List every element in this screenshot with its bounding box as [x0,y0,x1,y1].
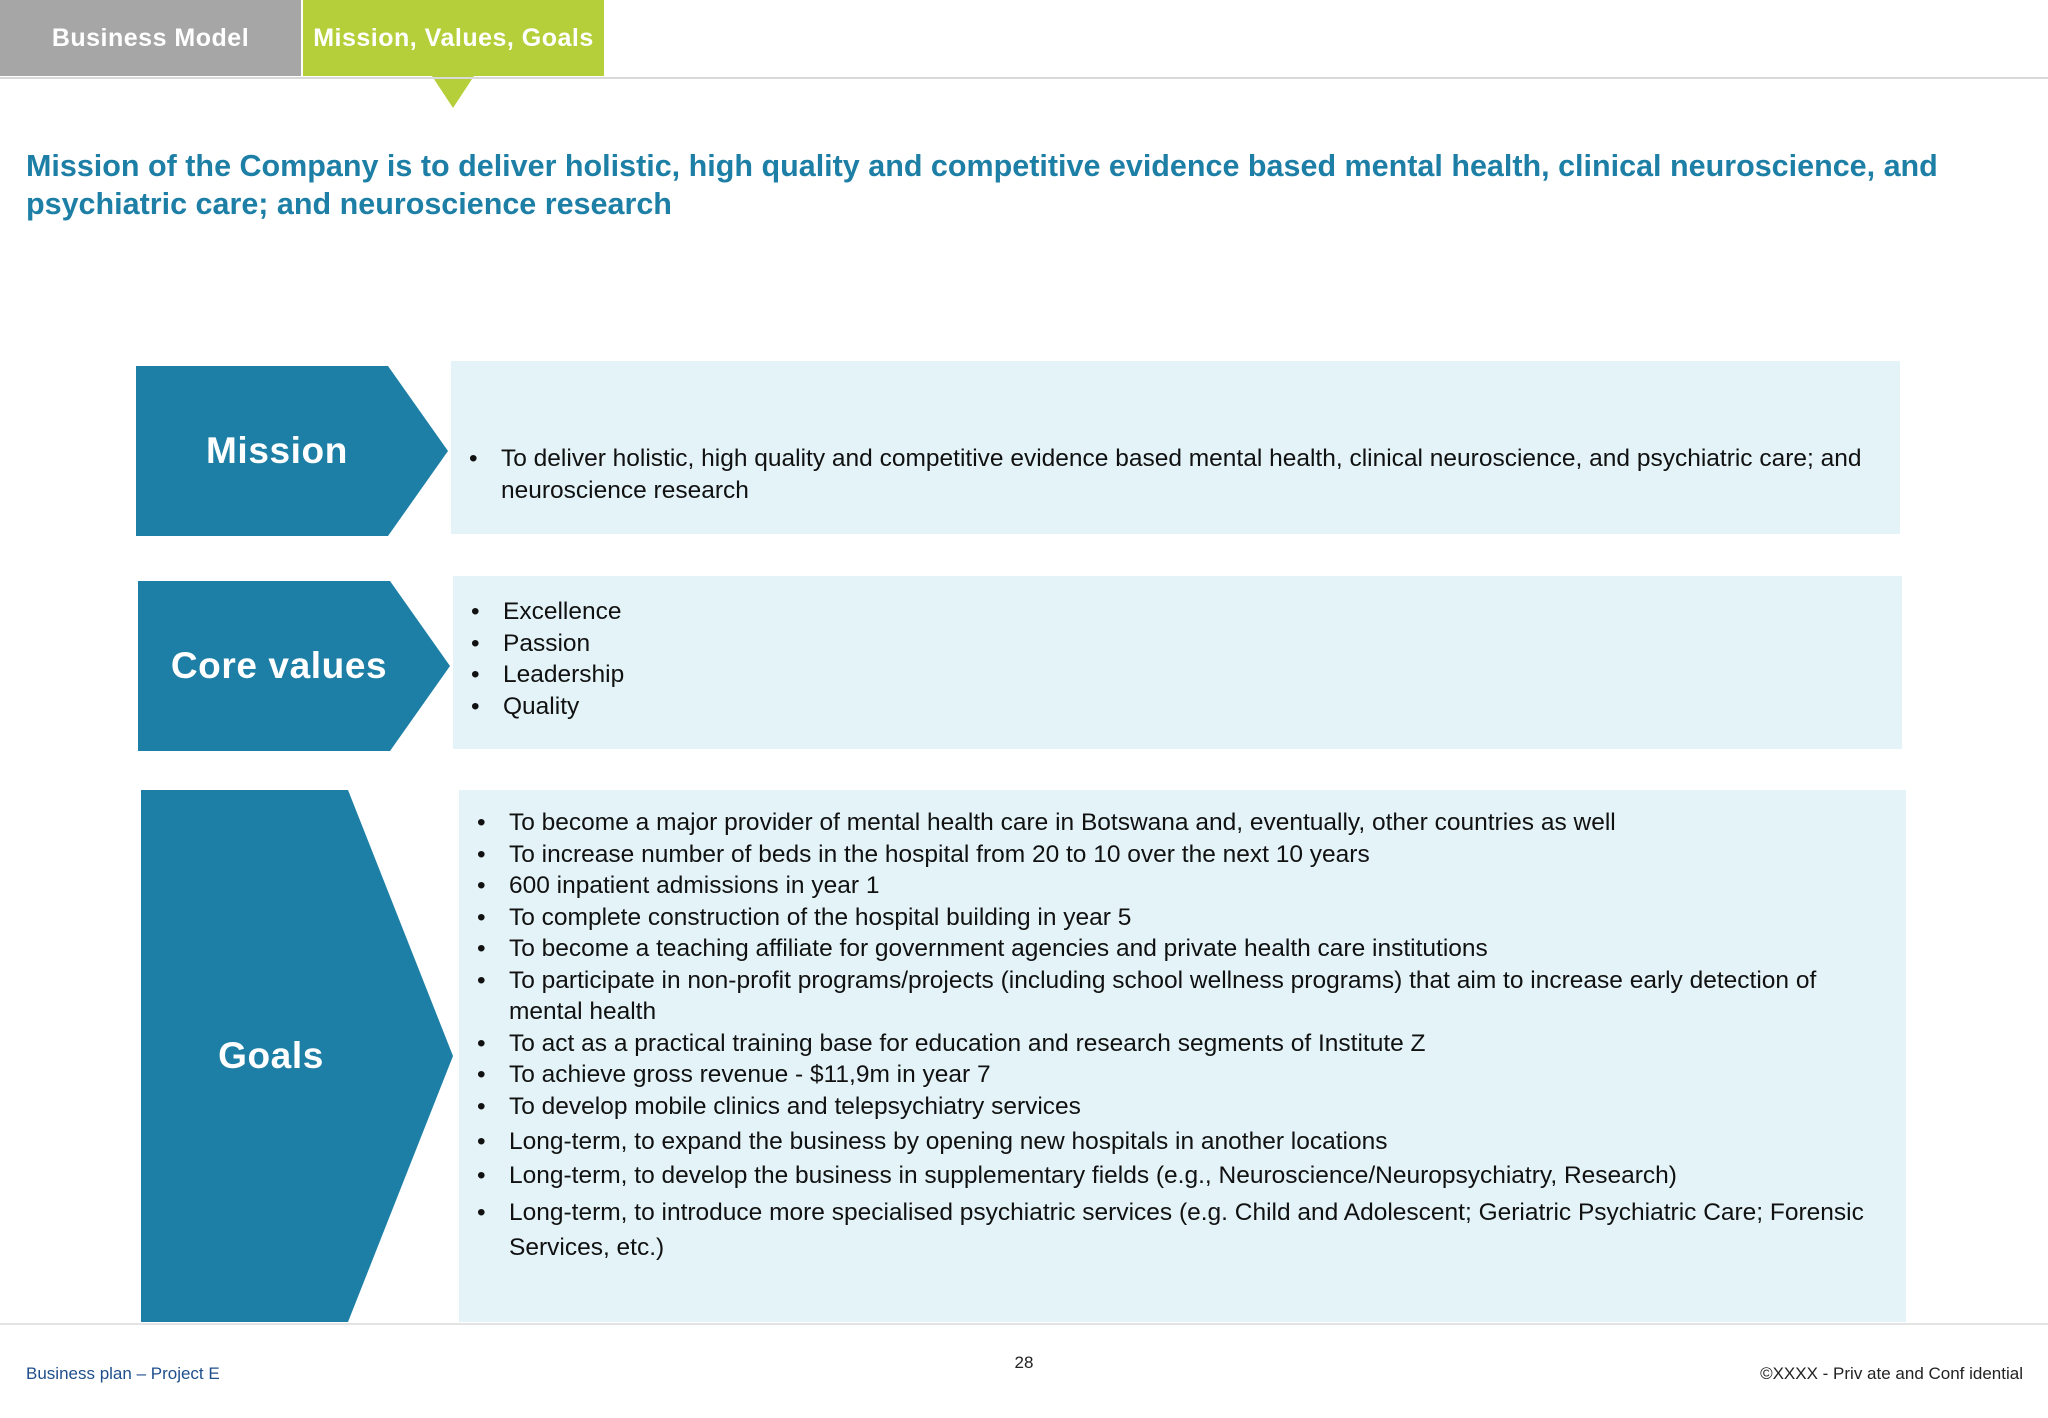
list-item: • To increase number of beds in the hospital from 20 to 10 over the next 10 years [473,839,1893,871]
tab-mission-values-goals[interactable]: Mission, Values, Goals [303,0,604,76]
mission-content-box [451,361,1900,534]
page-headline: Mission of the Company is to deliver holistic, high quality and competitive evidence based mental health, clinical neuroscience, and psychiatric care; and neuroscience research [26,149,1938,221]
list-item: • Excellence [467,596,1867,628]
list-item: • To deliver holistic, high quality and competitive evidence based mental health, clinical neuroscience, and psychiatric care; and neuroscience research [465,443,1865,506]
list-item: • To achieve gross revenue - $11,9m in year 7 [473,1059,1893,1091]
list-item: • Long-term, to develop the business in supplementary fields (e.g., Neuroscience/Neuropsychiatry, Research) [473,1160,1893,1192]
mission-list [465,443,1865,506]
mission-label: Mission [206,430,348,471]
list-item: • To become a major provider of mental health care in Botswana and, eventually, other countries as well [473,807,1893,839]
core-values-content-box [453,576,1902,749]
core-values-label-block [138,581,450,751]
list-item: • 600 inpatient admissions in year 1 [473,870,1893,902]
goals-content-box [459,790,1906,1322]
tab-business-model[interactable]: Business Model [0,0,301,76]
list-item: • Quality [467,691,1867,723]
footer-divider [0,1323,2048,1325]
core-values-label: Core values [170,645,388,686]
list-item: • To act as a practical training base for education and research segments of Institute Z [473,1028,1893,1060]
goals-label: Goals [218,1035,324,1076]
list-item: • Long-term, to expand the business by opening new hospitals in another locations [473,1126,1893,1158]
active-tab-pointer [432,76,474,108]
footer-document-title: Business plan – Project E [26,1364,220,1383]
core-values-list [467,596,1867,722]
goals-list [473,807,1893,1265]
list-item: • To complete construction of the hospital building in year 5 [473,902,1893,934]
footer-confidentiality: ©XXXX - Priv ate and Conf idential [1760,1364,2023,1383]
list-item: • Leadership [467,659,1867,691]
mission-label-block [136,366,448,536]
page-number: 28 [1014,1353,1034,1372]
list-item: • Long-term, to introduce more specialised psychiatric services (e.g. Child and Adolescent; Geriatric Psychiatric Care; Forensic Services, etc.) [473,1195,1893,1265]
list-item: • To develop mobile clinics and telepsychiatry services [473,1091,1893,1123]
tab-bar-divider [0,77,2048,79]
tab-bar [0,0,2048,78]
list-item: • To participate in non-profit programs/projects (including school wellness programs) that aim to increase early detection of mental health [473,965,1893,1028]
list-item: • Passion [467,628,1867,660]
list-item: • To become a teaching affiliate for government agencies and private health care institutions [473,933,1893,965]
goals-label-block [141,790,453,1322]
